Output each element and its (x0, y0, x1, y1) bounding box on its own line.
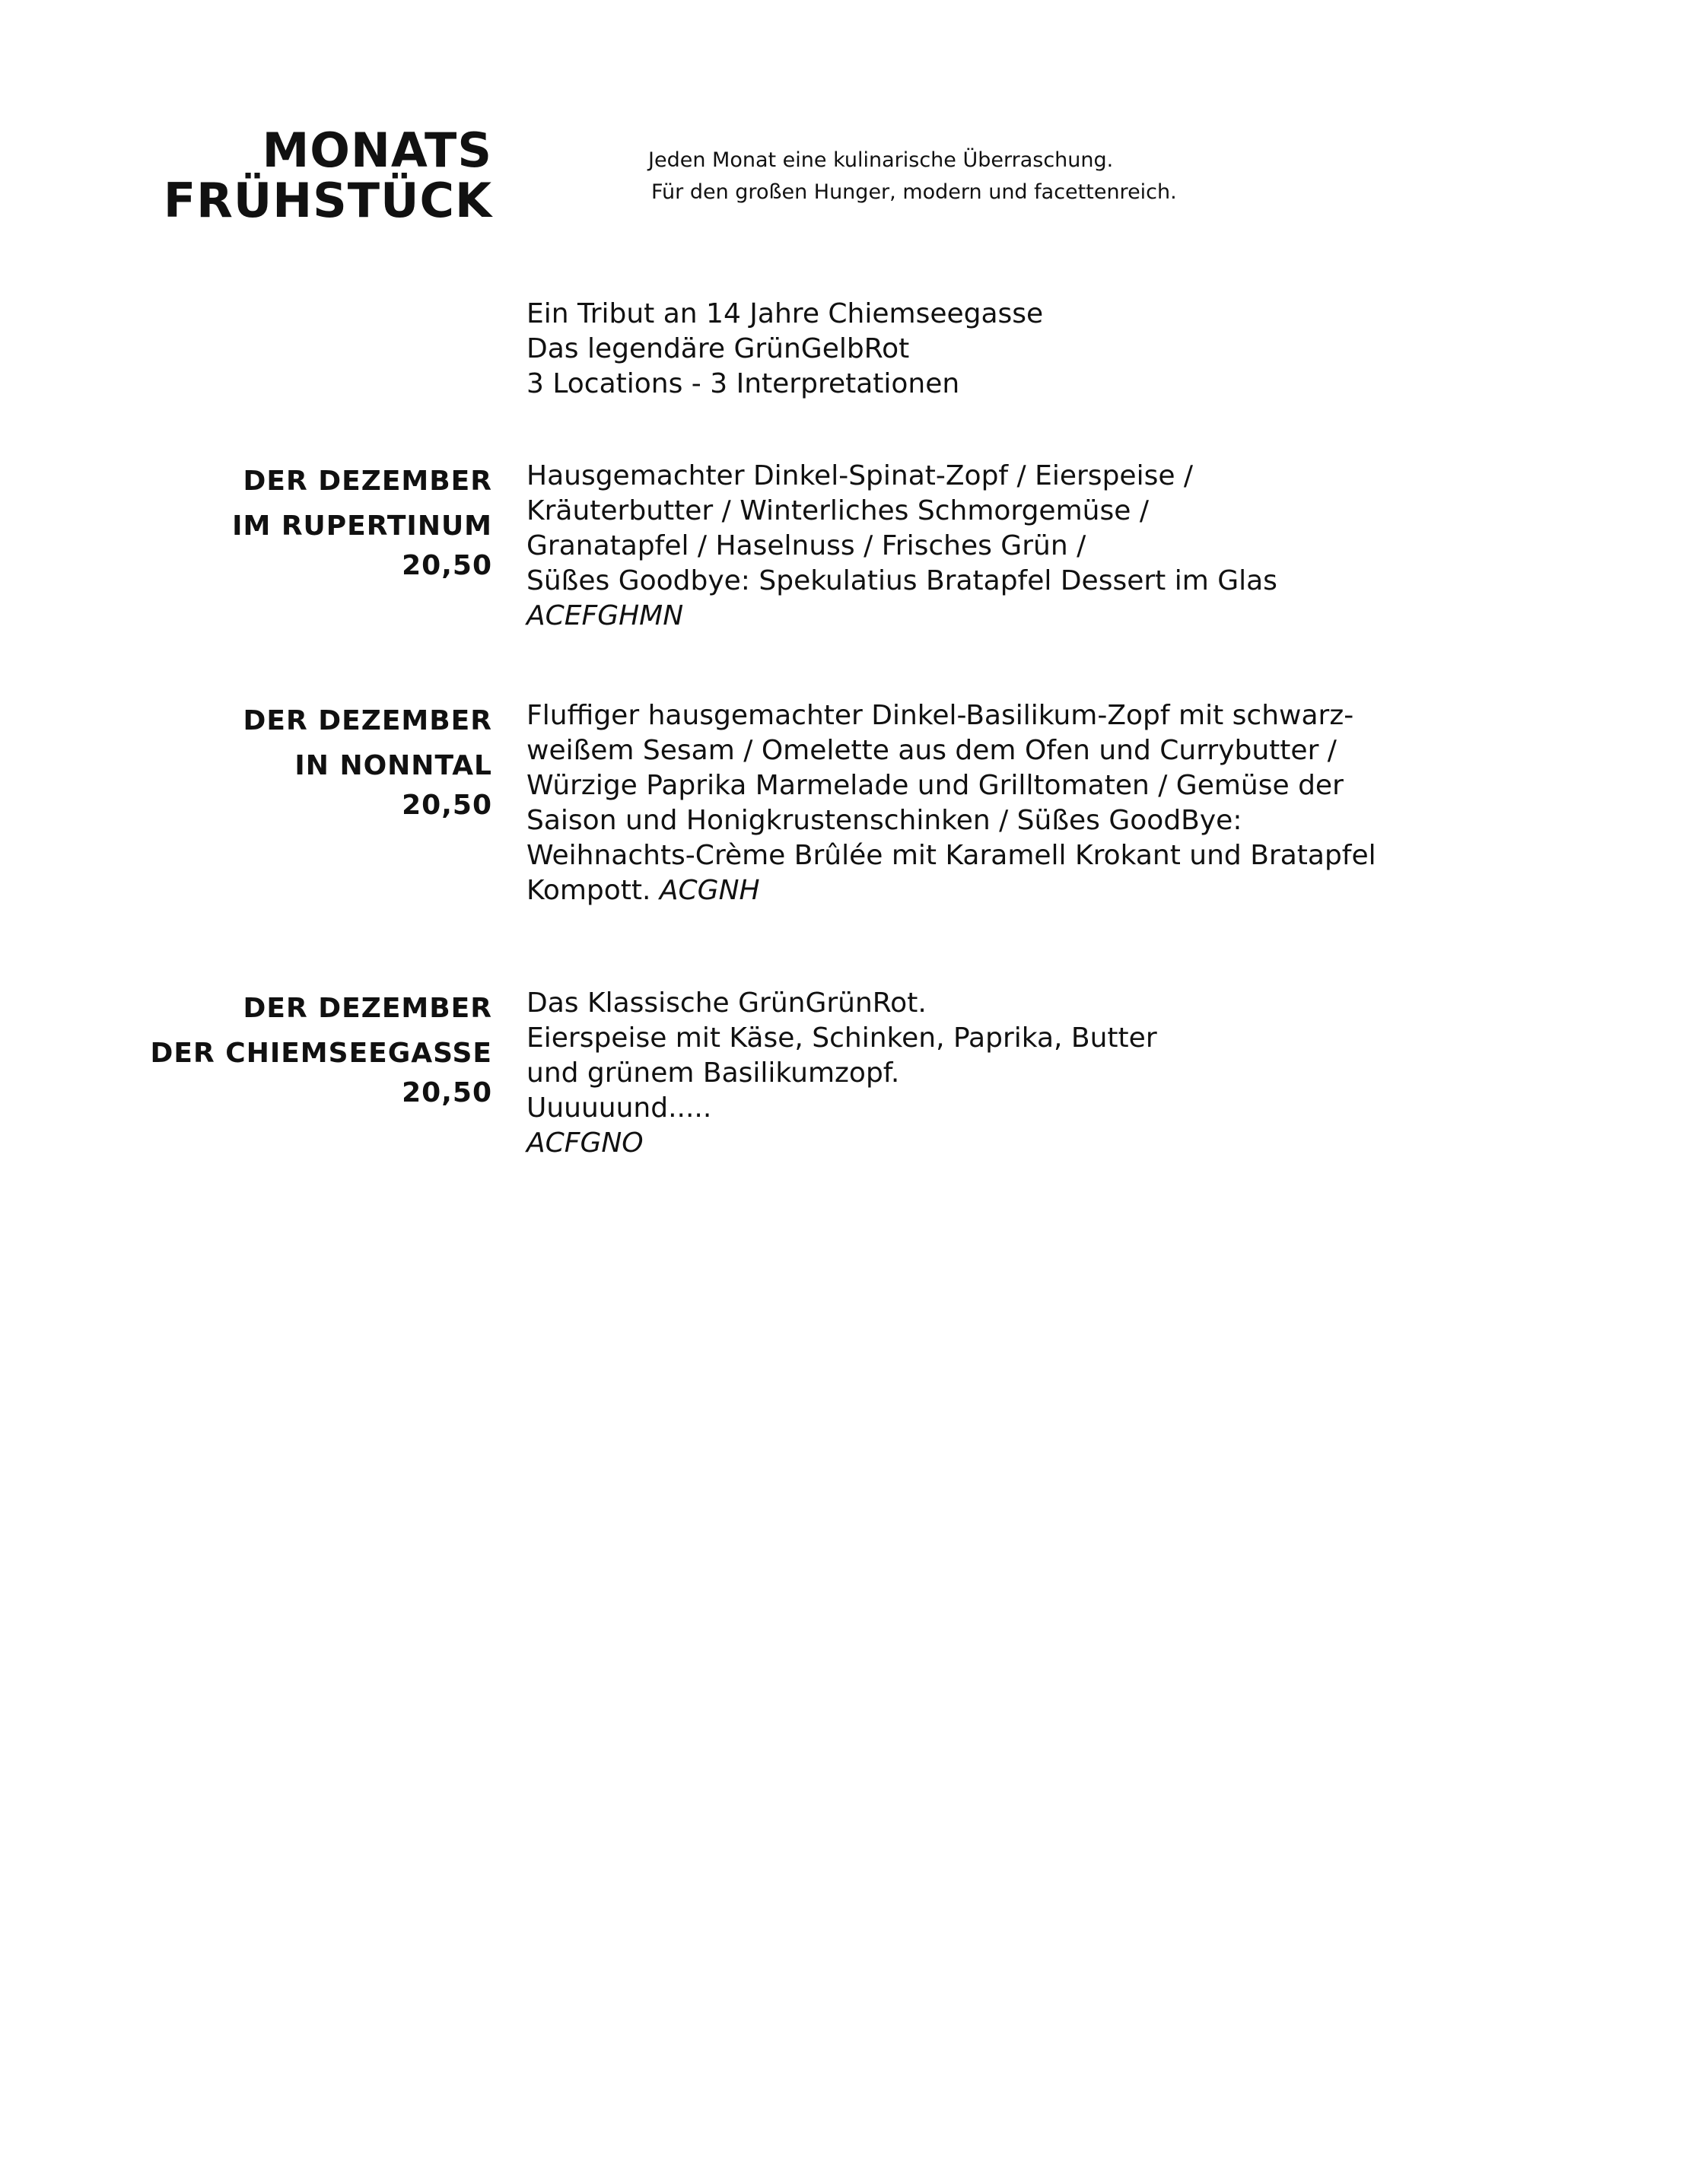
description-line: Fluffiger hausgemachter Dinkel-Basilikum-Zopf mit schwarz- (526, 700, 1354, 731)
menu-item-month: DER DEZEMBER (243, 466, 492, 497)
description-line: Süßes Goodbye: Spekulatius Bratapfel Dessert im Glas (526, 565, 1277, 596)
description-line: Kräuterbutter / Winterliches Schmorgemüse / (526, 495, 1149, 526)
menu-item-price: 20,50 (402, 790, 492, 821)
menu-item-label (151, 986, 492, 1111)
description-last-line: Kompott. (526, 875, 651, 906)
allergen-codes: ACGNH (659, 875, 760, 906)
menu-item-label (243, 698, 492, 823)
menu-item-location: IM RUPERTINUM (232, 510, 492, 542)
menu-item-price: 20,50 (402, 1077, 492, 1108)
title-line-2: FRÜHSTÜCK (163, 173, 492, 228)
menu-item-month: DER DEZEMBER (243, 993, 492, 1024)
tagline-line-2: Für den großen Hunger, modern und facettenreich. (651, 180, 1177, 204)
menu-item-description (526, 698, 1379, 908)
description-line: Eierspeise mit Käse, Schinken, Paprika, Butter (526, 1022, 1157, 1054)
menu-item-label (232, 459, 492, 583)
tagline-line-1: Jeden Monat eine kulinarische Überraschung. (648, 148, 1114, 172)
menu-item-price: 20,50 (402, 550, 492, 581)
description-line: Saison und Honigkrustenschinken / Süßes GoodBye: (526, 805, 1242, 836)
description-line: Uuuuuund..... (526, 1092, 712, 1124)
title-line-1: MONATS (262, 122, 492, 178)
page-title (163, 122, 492, 228)
description-line: Weihnachts-Crème Brûlée mit Karamell Krokant und Bratapfel (526, 840, 1376, 871)
intro-line: 3 Locations - 3 Interpretationen (526, 368, 960, 399)
menu-item-location: DER CHIEMSEEGASSE (150, 1038, 492, 1069)
intro-line: Ein Tribut an 14 Jahre Chiemseegasse (526, 298, 1044, 329)
description-line: Hausgemachter Dinkel-Spinat-Zopf / Eierspeise / (526, 460, 1194, 491)
menu-item-location: IN NONNTAL (294, 750, 492, 781)
allergen-codes: ACEFGHMN (526, 600, 684, 631)
menu-item-month: DER DEZEMBER (243, 705, 492, 736)
description-line: und grünem Basilikumzopf. (526, 1057, 900, 1089)
menu-item-description (526, 459, 1379, 634)
description-line (526, 873, 1379, 908)
description-line: weißem Sesam / Omelette aus dem Ofen und Currybutter / (526, 735, 1337, 766)
description-line: Würzige Paprika Marmelade und Grilltomaten / Gemüse der (526, 770, 1344, 801)
description-line: Granatapfel / Haselnuss / Frisches Grün / (526, 530, 1086, 561)
tagline (648, 145, 1177, 208)
allergen-codes: ACFGNO (526, 1127, 644, 1159)
description-line: Das Klassische GrünGrünRot. (526, 987, 927, 1019)
intro-text (526, 297, 1043, 402)
menu-item-description (526, 986, 1379, 1161)
intro-line: Das legendäre GrünGelbRot (526, 333, 910, 364)
